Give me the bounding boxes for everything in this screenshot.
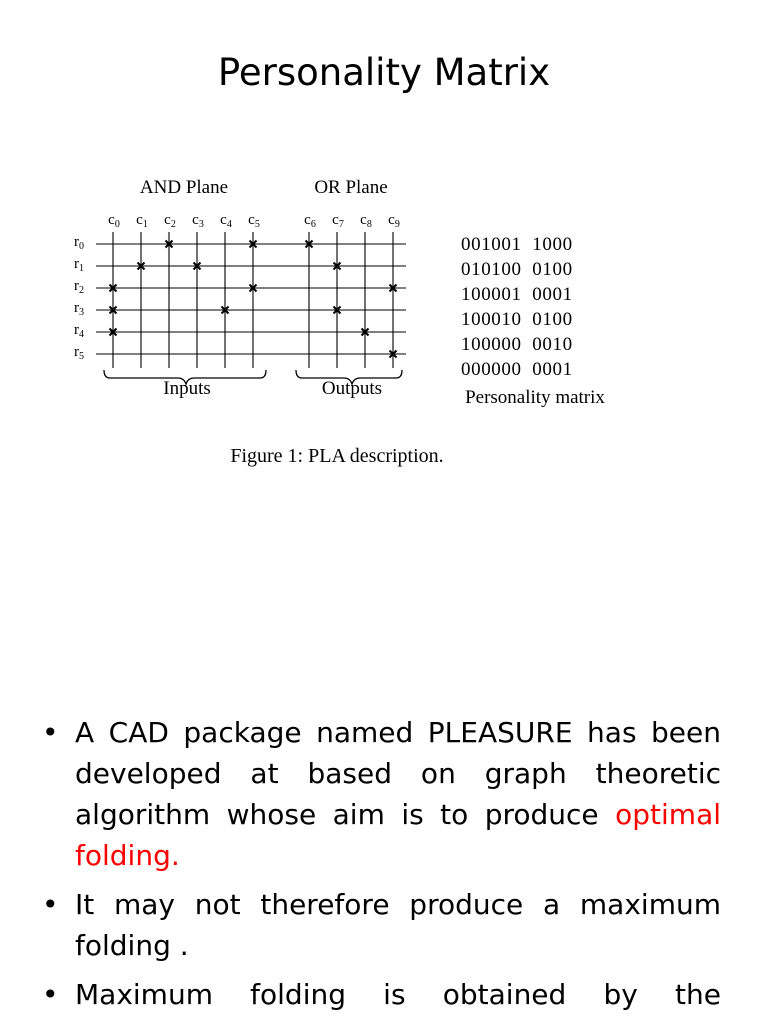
column-label: $c_0$ — [108, 212, 120, 230]
matrix-row: 000000 0001 — [461, 359, 573, 380]
bullet-item-maximum — [0, 884, 768, 966]
matrix-row: 010100 0100 — [461, 259, 573, 280]
highlight-text: folding. — [75, 839, 180, 872]
row-label: $r_0$ — [74, 234, 84, 252]
bullet-list — [0, 712, 768, 1015]
column-labels — [108, 212, 400, 230]
row-labels — [74, 234, 84, 362]
column-label: $c_1$ — [136, 212, 148, 230]
bullet-item-obtained — [0, 974, 768, 1015]
or-plane-label: OR Plane — [314, 177, 388, 198]
row-label: $r_4$ — [74, 322, 84, 340]
outputs-label: Outputs — [321, 378, 383, 399]
bullet-line: It may not therefore produce a maximum — [75, 888, 721, 921]
pla-figure — [0, 0, 768, 500]
row-label: $r_2$ — [74, 278, 84, 296]
figure-caption: Figure 1: PLA description. — [230, 445, 444, 467]
pla-grid — [96, 232, 406, 368]
matrix-row: 001001 1000 — [461, 234, 573, 255]
bullet-text: algorithm whose aim is to produce — [75, 798, 616, 831]
column-label: $c_5$ — [248, 212, 260, 230]
bullet-line: folding . — [75, 929, 189, 962]
matrix-row: 100000 0010 — [461, 334, 573, 355]
bullet-line: developed at based on graph theoretic — [75, 757, 721, 790]
column-label: $c_8$ — [360, 212, 372, 230]
column-label: $c_2$ — [164, 212, 176, 230]
bullet-dot: • — [42, 716, 59, 749]
column-label: $c_7$ — [332, 212, 344, 230]
slide-title: Personality Matrix — [217, 51, 551, 94]
row-label: $r_1$ — [74, 256, 84, 274]
matrix-row: 100010 0100 — [461, 309, 573, 330]
column-label: $c_3$ — [192, 212, 204, 230]
bullet-line: Maximum folding is obtained by the — [75, 978, 721, 1011]
and-plane-label: AND Plane — [139, 177, 229, 198]
column-label: $c_4$ — [220, 212, 232, 230]
row-label: $r_5$ — [74, 344, 84, 362]
highlight-text: optimal — [615, 798, 721, 831]
personality-matrix — [461, 234, 573, 380]
column-label: $c_6$ — [304, 212, 316, 230]
bullet-item-pleasure — [0, 712, 768, 876]
bullet-dot: • — [42, 888, 59, 921]
column-label: $c_9$ — [388, 212, 400, 230]
matrix-caption: Personality matrix — [465, 387, 605, 408]
inputs-label: Inputs — [163, 378, 211, 399]
bullet-dot: • — [42, 978, 59, 1011]
matrix-row: 100001 0001 — [461, 284, 573, 305]
bullet-line — [75, 794, 721, 835]
row-label: $r_3$ — [74, 300, 84, 318]
bullet-line: A CAD package named PLEASURE has been — [75, 716, 721, 749]
